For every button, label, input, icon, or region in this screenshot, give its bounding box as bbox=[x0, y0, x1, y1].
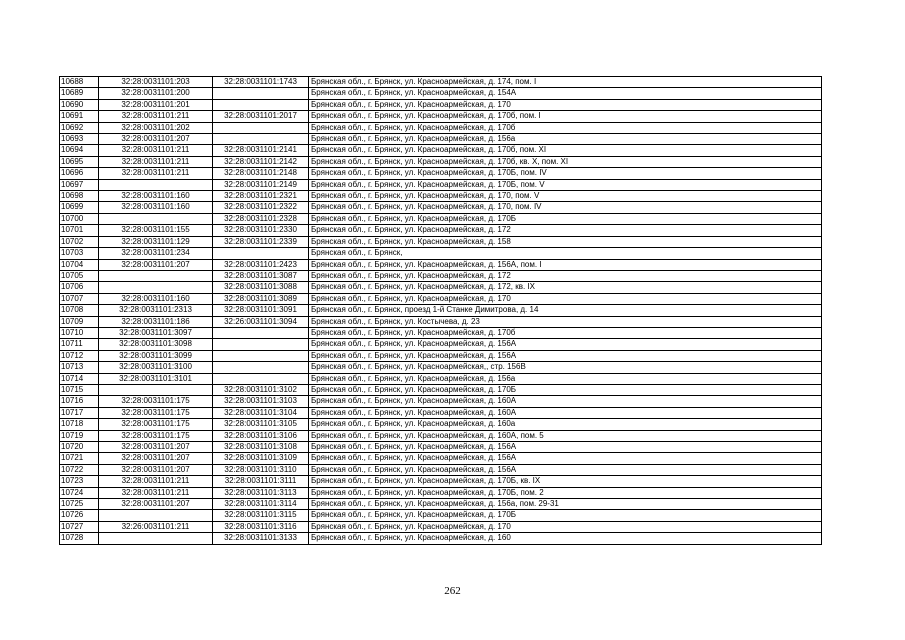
table-row bbox=[60, 362, 822, 373]
table-row bbox=[60, 145, 822, 156]
record-number-cell: 10709 bbox=[60, 316, 99, 327]
record-number-cell: 10719 bbox=[60, 430, 99, 441]
cadastral-number-cell bbox=[99, 270, 213, 281]
record-number-cell: 10690 bbox=[60, 99, 99, 110]
record-number-cell: 10702 bbox=[60, 236, 99, 247]
address-cell: Брянская обл., г. Брянск, ул. Костычева, д. 23 bbox=[309, 316, 822, 327]
record-number-cell: 10721 bbox=[60, 453, 99, 464]
record-number-cell: 10689 bbox=[60, 88, 99, 99]
object-cadastral-number-cell: 32:28:0031101:2330 bbox=[213, 225, 309, 236]
object-cadastral-number-cell bbox=[213, 122, 309, 133]
table-row bbox=[60, 327, 822, 338]
object-cadastral-number-cell bbox=[213, 362, 309, 373]
address-cell: Брянская обл., г. Брянск, ул. Красноармейская, д. 172, кв. IX bbox=[309, 282, 822, 293]
address-cell: Брянская обл., г. Брянск, ул. Красноармейская, д. 156а bbox=[309, 134, 822, 145]
record-number-cell: 10692 bbox=[60, 122, 99, 133]
address-cell: Брянская обл., г. Брянск, ул. Красноармейская, д. 156А bbox=[309, 453, 822, 464]
cadastral-number-cell: 32:28:0031101:211 bbox=[99, 145, 213, 156]
table-row bbox=[60, 510, 822, 521]
cadastral-number-cell: 32:28:0031101:175 bbox=[99, 396, 213, 407]
table-row bbox=[60, 259, 822, 270]
object-cadastral-number-cell bbox=[213, 373, 309, 384]
address-cell: Брянская обл., г. Брянск, ул. Красноармейская, д. 172 bbox=[309, 270, 822, 281]
address-cell: Брянская обл., г. Брянск, ул. Красноармейская, д. 160а bbox=[309, 419, 822, 430]
table-row bbox=[60, 476, 822, 487]
address-cell: Брянская обл., г. Брянск, ул. Красноармейская, д. 156а bbox=[309, 373, 822, 384]
table-row bbox=[60, 88, 822, 99]
object-cadastral-number-cell: 32:28:0031101:3106 bbox=[213, 430, 309, 441]
table-row bbox=[60, 453, 822, 464]
cadastral-number-cell: 32:28:0031101:160 bbox=[99, 191, 213, 202]
object-cadastral-number-cell: 32:28:0031101:2423 bbox=[213, 259, 309, 270]
object-cadastral-number-cell: 32:28:0031101:2141 bbox=[213, 145, 309, 156]
cadastral-number-cell: 32:28:0031101:211 bbox=[99, 487, 213, 498]
cadastral-number-cell bbox=[99, 533, 213, 544]
table-row bbox=[60, 487, 822, 498]
object-cadastral-number-cell: 32:28:0031101:3104 bbox=[213, 407, 309, 418]
object-cadastral-number-cell bbox=[213, 134, 309, 145]
table-row bbox=[60, 350, 822, 361]
address-cell: Брянская обл., г. Брянск, ул. Красноармейская, д. 170Б, пом. 2 bbox=[309, 487, 822, 498]
address-cell: Брянская обл., г. Брянск, ул. Красноармейская, д. 170 bbox=[309, 293, 822, 304]
object-cadastral-number-cell bbox=[213, 99, 309, 110]
object-cadastral-number-cell: 32:26:0031101:3094 bbox=[213, 316, 309, 327]
record-number-cell: 10714 bbox=[60, 373, 99, 384]
address-cell: Брянская обл., г. Брянск, ул. Красноармейская, д. 170, пом. V bbox=[309, 191, 822, 202]
record-number-cell: 10723 bbox=[60, 476, 99, 487]
address-cell: Брянская обл., г. Брянск, ул. Красноармейская, д. 170Б bbox=[309, 384, 822, 395]
cadastral-number-cell: 32:28:0031101:3100 bbox=[99, 362, 213, 373]
object-cadastral-number-cell: 32:28:0031101:2328 bbox=[213, 213, 309, 224]
object-cadastral-number-cell: 32:28:0031101:3109 bbox=[213, 453, 309, 464]
record-number-cell: 10701 bbox=[60, 225, 99, 236]
table-row bbox=[60, 225, 822, 236]
table-row bbox=[60, 191, 822, 202]
object-cadastral-number-cell: 32:28:0031101:3108 bbox=[213, 442, 309, 453]
address-cell: Брянская обл., г. Брянск, ул. Красноармейская, д. 156А bbox=[309, 442, 822, 453]
table-row bbox=[60, 248, 822, 259]
address-cell: Брянская обл., г. Брянск, ул. Красноармейская, д. 158 bbox=[309, 236, 822, 247]
record-number-cell: 10705 bbox=[60, 270, 99, 281]
cadastral-number-cell: 32:28:0031101:207 bbox=[99, 259, 213, 270]
table-row bbox=[60, 384, 822, 395]
object-cadastral-number-cell: 32:28:0031101:3113 bbox=[213, 487, 309, 498]
record-number-cell: 10727 bbox=[60, 521, 99, 532]
object-cadastral-number-cell: 32:28:0031101:3102 bbox=[213, 384, 309, 395]
object-cadastral-number-cell: 32:28:0031101:2017 bbox=[213, 111, 309, 122]
object-cadastral-number-cell: 32:28:0031101:2321 bbox=[213, 191, 309, 202]
cadastral-number-cell: 32:28:0031101:3098 bbox=[99, 339, 213, 350]
cadastral-number-cell: 32:28:0031101:175 bbox=[99, 430, 213, 441]
object-cadastral-number-cell: 32:28:0031101:1743 bbox=[213, 77, 309, 88]
record-number-cell: 10715 bbox=[60, 384, 99, 395]
record-number-cell: 10707 bbox=[60, 293, 99, 304]
address-cell: Брянская обл., г. Брянск, ул. Красноармейская, д. 156А, пом. I bbox=[309, 259, 822, 270]
record-number-cell: 10728 bbox=[60, 533, 99, 544]
address-cell: Брянская обл., г. Брянск, ул. Красноармейская, д. 170б, пом. XI bbox=[309, 145, 822, 156]
record-number-cell: 10725 bbox=[60, 499, 99, 510]
address-cell: Брянская обл., г. Брянск, bbox=[309, 248, 822, 259]
record-number-cell: 10699 bbox=[60, 202, 99, 213]
address-cell: Брянская обл., г. Брянск, ул. Красноармейская, д. 170Б bbox=[309, 213, 822, 224]
address-cell: Брянская обл., г. Брянск, ул. Красноармейская, д. 174, пом. I bbox=[309, 77, 822, 88]
address-cell: Брянская обл., г. Брянск, ул. Красноармейская, д. 170б, кв. X, пом. XI bbox=[309, 156, 822, 167]
record-number-cell: 10717 bbox=[60, 407, 99, 418]
table-row bbox=[60, 213, 822, 224]
table-row bbox=[60, 168, 822, 179]
object-cadastral-number-cell: 32:28:0031101:3114 bbox=[213, 499, 309, 510]
record-number-cell: 10726 bbox=[60, 510, 99, 521]
object-cadastral-number-cell: 32:28:0031101:3105 bbox=[213, 419, 309, 430]
address-cell: Брянская обл., г. Брянск, ул. Красноармейская, д. 170б, пом. I bbox=[309, 111, 822, 122]
record-number-cell: 10720 bbox=[60, 442, 99, 453]
address-cell: Брянская обл., г. Брянск, ул. Красноармейская, д. 160А bbox=[309, 396, 822, 407]
address-cell: Брянская обл., г. Брянск, ул. Красноармейская, д. 160 bbox=[309, 533, 822, 544]
cadastral-number-cell: 32:28:0031101:175 bbox=[99, 419, 213, 430]
table-row bbox=[60, 419, 822, 430]
object-cadastral-number-cell: 32:28:0031101:2322 bbox=[213, 202, 309, 213]
object-cadastral-number-cell: 32:28:0031101:3111 bbox=[213, 476, 309, 487]
cadastral-number-cell: 32:28:0031101:211 bbox=[99, 156, 213, 167]
table-row bbox=[60, 396, 822, 407]
cadastral-number-cell: 32:28:0031101:203 bbox=[99, 77, 213, 88]
cadastral-number-cell: 32:28:0031101:200 bbox=[99, 88, 213, 99]
table-row bbox=[60, 156, 822, 167]
address-cell: Брянская обл., г. Брянск, ул. Красноармейская, д. 170 bbox=[309, 521, 822, 532]
address-cell: Брянская обл., г. Брянск, ул. Красноармейская, д. 170Б, пом. V bbox=[309, 179, 822, 190]
address-cell: Брянская обл., г. Брянск, ул. Красноармейская, д. 170Б bbox=[309, 510, 822, 521]
cadastral-number-cell: 32:26:0031101:211 bbox=[99, 521, 213, 532]
cadastral-number-cell: 32:28:0031101:2313 bbox=[99, 305, 213, 316]
record-number-cell: 10693 bbox=[60, 134, 99, 145]
cadastral-number-cell: 32:28:0031101:211 bbox=[99, 111, 213, 122]
table-row bbox=[60, 134, 822, 145]
record-number-cell: 10691 bbox=[60, 111, 99, 122]
table-row bbox=[60, 533, 822, 544]
record-number-cell: 10716 bbox=[60, 396, 99, 407]
cadastral-number-cell: 32:28:0031101:155 bbox=[99, 225, 213, 236]
record-number-cell: 10697 bbox=[60, 179, 99, 190]
cadastral-table bbox=[59, 76, 822, 545]
object-cadastral-number-cell: 32:28:0031101:3116 bbox=[213, 521, 309, 532]
object-cadastral-number-cell bbox=[213, 350, 309, 361]
cadastral-number-cell: 32:28:0031101:202 bbox=[99, 122, 213, 133]
cadastral-number-cell: 32:28:0031101:201 bbox=[99, 99, 213, 110]
record-number-cell: 10694 bbox=[60, 145, 99, 156]
cadastral-number-cell: 32:28:0031101:160 bbox=[99, 202, 213, 213]
cadastral-number-cell: 32:28:0031101:3099 bbox=[99, 350, 213, 361]
record-number-cell: 10704 bbox=[60, 259, 99, 270]
record-number-cell: 10712 bbox=[60, 350, 99, 361]
object-cadastral-number-cell bbox=[213, 248, 309, 259]
address-cell: Брянская обл., г. Брянск, ул. Красноармейская, д. 170б bbox=[309, 122, 822, 133]
table-row bbox=[60, 339, 822, 350]
cadastral-number-cell: 32:28:0031101:3097 bbox=[99, 327, 213, 338]
object-cadastral-number-cell: 32:28:0031101:2339 bbox=[213, 236, 309, 247]
table-row bbox=[60, 305, 822, 316]
address-cell: Брянская обл., г. Брянск, ул. Красноармейская, д. 170б bbox=[309, 327, 822, 338]
table-row bbox=[60, 111, 822, 122]
cadastral-number-cell: 32:28:0031101:207 bbox=[99, 453, 213, 464]
cadastral-number-cell: 32:28:0031101:211 bbox=[99, 168, 213, 179]
table-row bbox=[60, 442, 822, 453]
address-cell: Брянская обл., г. Брянск, ул. Красноармейская,, стр. 156В bbox=[309, 362, 822, 373]
record-number-cell: 10703 bbox=[60, 248, 99, 259]
cadastral-number-cell: 32:28:0031101:175 bbox=[99, 407, 213, 418]
table-row bbox=[60, 179, 822, 190]
address-cell: Брянская обл., г. Брянск, ул. Красноармейская, д. 172 bbox=[309, 225, 822, 236]
record-number-cell: 10708 bbox=[60, 305, 99, 316]
cadastral-number-cell: 32:28:0031101:160 bbox=[99, 293, 213, 304]
table-row bbox=[60, 282, 822, 293]
cadastral-number-cell: 32:28:0031101:207 bbox=[99, 499, 213, 510]
address-cell: Брянская обл., г. Брянск, ул. Красноармейская, д. 156а, пом. 29-31 bbox=[309, 499, 822, 510]
page-number: 262 bbox=[444, 585, 461, 597]
address-cell: Брянская обл., г. Брянск, ул. Красноармейская, д. 156А bbox=[309, 350, 822, 361]
object-cadastral-number-cell: 32:28:0031101:3089 bbox=[213, 293, 309, 304]
cadastral-number-cell: 32:28:0031101:207 bbox=[99, 464, 213, 475]
object-cadastral-number-cell: 32:28:0031101:2149 bbox=[213, 179, 309, 190]
address-cell: Брянская обл., г. Брянск, ул. Красноармейская, д. 154А bbox=[309, 88, 822, 99]
address-cell: Брянская обл., г. Брянск, ул. Красноармейская, д. 160А, пом. 5 bbox=[309, 430, 822, 441]
table-row bbox=[60, 236, 822, 247]
object-cadastral-number-cell: 32:28:0031101:3091 bbox=[213, 305, 309, 316]
address-cell: Брянская обл., г. Брянск, ул. Красноармейская, д. 170Б, кв. IX bbox=[309, 476, 822, 487]
object-cadastral-number-cell bbox=[213, 339, 309, 350]
cadastral-number-cell: 32:28:0031101:186 bbox=[99, 316, 213, 327]
object-cadastral-number-cell: 32:28:0031101:3088 bbox=[213, 282, 309, 293]
table-row bbox=[60, 202, 822, 213]
record-number-cell: 10700 bbox=[60, 213, 99, 224]
record-number-cell: 10696 bbox=[60, 168, 99, 179]
object-cadastral-number-cell: 32:28:0031101:2148 bbox=[213, 168, 309, 179]
cadastral-number-cell: 32:28:0031101:211 bbox=[99, 476, 213, 487]
cadastral-number-cell bbox=[99, 179, 213, 190]
table-row bbox=[60, 373, 822, 384]
table-row bbox=[60, 464, 822, 475]
address-cell: Брянская обл., г. Брянск, ул. Красноармейская, д. 156А bbox=[309, 464, 822, 475]
cadastral-number-cell: 32:28:0031101:3101 bbox=[99, 373, 213, 384]
table-body bbox=[60, 77, 822, 545]
address-cell: Брянская обл., г. Брянск, ул. Красноармейская, д. 170 bbox=[309, 99, 822, 110]
cadastral-number-cell bbox=[99, 384, 213, 395]
record-number-cell: 10706 bbox=[60, 282, 99, 293]
table-row bbox=[60, 270, 822, 281]
address-cell: Брянская обл., г. Брянск, ул. Красноармейская, д. 170Б, пом. IV bbox=[309, 168, 822, 179]
address-cell: Брянская обл., г. Брянск, ул. Красноармейская, д. 170, пом. IV bbox=[309, 202, 822, 213]
object-cadastral-number-cell: 32:28:0031101:2142 bbox=[213, 156, 309, 167]
address-cell: Брянская обл., г. Брянск, проезд 1-й Станке Димитрова, д. 14 bbox=[309, 305, 822, 316]
cadastral-number-cell: 32:28:0031101:234 bbox=[99, 248, 213, 259]
record-number-cell: 10710 bbox=[60, 327, 99, 338]
table-row bbox=[60, 316, 822, 327]
table-row bbox=[60, 499, 822, 510]
cadastral-number-cell: 32:28:0031101:207 bbox=[99, 134, 213, 145]
record-number-cell: 10698 bbox=[60, 191, 99, 202]
cadastral-number-cell: 32:28:0031101:207 bbox=[99, 442, 213, 453]
cadastral-number-cell bbox=[99, 282, 213, 293]
object-cadastral-number-cell: 32:28:0031101:3133 bbox=[213, 533, 309, 544]
object-cadastral-number-cell bbox=[213, 327, 309, 338]
record-number-cell: 10724 bbox=[60, 487, 99, 498]
record-number-cell: 10711 bbox=[60, 339, 99, 350]
object-cadastral-number-cell: 32:28:0031101:3115 bbox=[213, 510, 309, 521]
table-row bbox=[60, 293, 822, 304]
table-row bbox=[60, 430, 822, 441]
object-cadastral-number-cell: 32:28:0031101:3087 bbox=[213, 270, 309, 281]
address-cell: Брянская обл., г. Брянск, ул. Красноармейская, д. 160А bbox=[309, 407, 822, 418]
object-cadastral-number-cell: 32:28:0031101:3103 bbox=[213, 396, 309, 407]
table-row bbox=[60, 407, 822, 418]
table-row bbox=[60, 521, 822, 532]
record-number-cell: 10688 bbox=[60, 77, 99, 88]
table-row bbox=[60, 122, 822, 133]
record-number-cell: 10718 bbox=[60, 419, 99, 430]
record-number-cell: 10713 bbox=[60, 362, 99, 373]
cadastral-number-cell bbox=[99, 213, 213, 224]
table-row bbox=[60, 99, 822, 110]
cadastral-number-cell bbox=[99, 510, 213, 521]
cadastral-number-cell: 32:28:0031101:129 bbox=[99, 236, 213, 247]
object-cadastral-number-cell: 32:28:0031101:3110 bbox=[213, 464, 309, 475]
object-cadastral-number-cell bbox=[213, 88, 309, 99]
record-number-cell: 10695 bbox=[60, 156, 99, 167]
address-cell: Брянская обл., г. Брянск, ул. Красноармейская, д. 156А bbox=[309, 339, 822, 350]
record-number-cell: 10722 bbox=[60, 464, 99, 475]
table-row bbox=[60, 77, 822, 88]
